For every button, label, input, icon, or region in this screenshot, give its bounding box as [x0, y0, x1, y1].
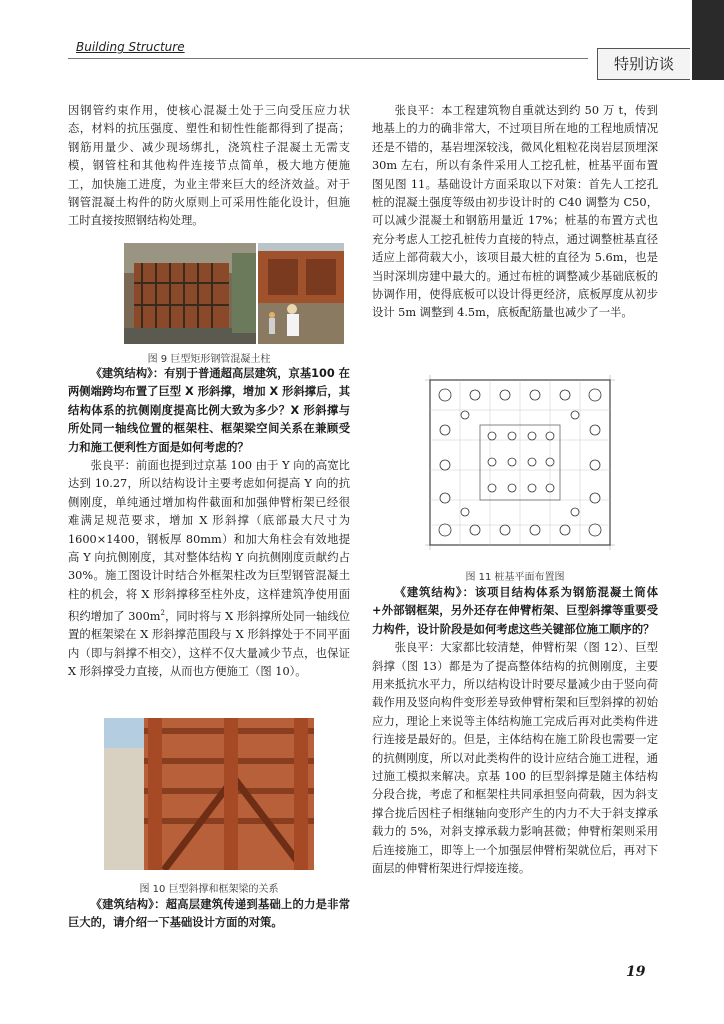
- journal-title: Building Structure: [76, 40, 185, 54]
- header-rule: [68, 58, 588, 59]
- right-answer-2: [372, 102, 658, 323]
- a2-speaker: 张良平: [394, 104, 430, 117]
- a2-text: ：本工程建筑物自重就达到约 50 万 t，传到地基上的力的确非常大，不过项目所在地的工程地质情况还是不错的，基岩埋深较浅，微风化粗粒花岗岩层顶埋深 30m 左右，所以有条件采用人工挖孔桩，桩基平面布置图见图 11。基础设计方面采取以下对策：首先人工挖孔桩的混凝土强度等级由初步设计时的 C40 调整为 C50，可以减少混凝土和钢筋用量近 17%；桩基的布置方式也充分考虑人工挖孔桩传力直接的特点，通过调整桩基直径适应上部荷载大小，该项目最大桩的直径为 5.6m，也是当时深圳房建中最大的。通过布桩的调整减少基础底板的协调作用，使得底板可以设计得更经济，底板厚度从初步设计 5m 调整到 4.5m，底板配筋量也减少了一半。: [372, 104, 658, 320]
- fig9-caption: 图 9 巨型矩形钢管混凝土柱: [147, 354, 271, 365]
- q2-tag: 《建筑结构》: [90, 898, 155, 911]
- q3-text: ：该项目结构体系为钢筋混凝土筒体+外部钢框架，另外还存在伸臂桁架、巨型斜撑等重要受力构件，设计阶段是如何考虑这些关键部位施工顺序的？: [372, 586, 658, 636]
- q1-tag: 《建筑结构》: [90, 367, 153, 380]
- q3-tag: 《建筑结构》: [394, 586, 463, 599]
- fig11-caption: 图 11 桩基平面布置图: [465, 572, 565, 583]
- fig10-caption: 图 10 巨型斜撑和框架梁的关系: [139, 884, 279, 895]
- left-question-2: [68, 896, 350, 933]
- a1-speaker: 张良平: [90, 459, 125, 473]
- fig10-photo: [104, 718, 314, 870]
- left-paragraph-1: 因钢管约束作用，使核心混凝土处于三向受压应力状态，材料的抗压强度、塑性和韧性性能都得到了提高；钢筋用量少、减少现场绑扎，浇筑柱子混凝土无需支模，钢管柱和其他构件连接节点简单，极大地方便施工，加快施工进度，为业主带来巨大的经济效益。对于钢管混凝土构件的防火原则上可采用性能化设计，但施工时直接按照钢结构处理。: [68, 104, 350, 228]
- section-tab: 特别访谈: [597, 48, 690, 80]
- fig9-photo-left: [124, 243, 256, 344]
- corner-mark: [692, 0, 724, 80]
- fig9-photo-right: [258, 243, 344, 344]
- a3-speaker: 张良平: [394, 641, 429, 655]
- a1-tail: ，同时将与 X 形斜撑所处同一轴线位置的框架梁在 X 形斜撑范围段与 X 形斜撑处于不同平面内（即与斜撑不相交），这样不仅大量减少节点，也保证 X 形斜撑受力直接，从而也方便施工（图 10）。: [68, 610, 350, 679]
- q1-text: ：有别于普通超高层建筑，京基100 在两侧端跨均布置了巨型 X 形斜撑，增加 X 形斜撑后，其结构体系的抗侧刚度提高比例大致为多少？X 形斜撑与所处同一轴线位置的框架柱、框架梁空间关系在兼顾受力和施工便利性方面是如何考虑的？: [68, 367, 350, 454]
- fig11-drawing: [420, 370, 618, 562]
- a3-text: ：大家都比较清楚，伸臂桁架（图 12）、巨型斜撑（图 13）都是为了提高整体结构的抗侧刚度，主要用来抵抗水平力，所以结构设计时要尽量减少由于竖向荷载作用及竖向构件变形差导致伸臂桁架和巨型斜撑的初始应力，理论上来说等主体结构施工完成后再对此类构件进行连接是最好的。但是，主体结构在施工阶段也需要一定的抗侧刚度，所以对此类构件的设计应结合施工进程，通过施工模拟来解决。京基 100 的巨型斜撑是随主体结构分段合拢，考虑了和框架柱共同承担竖向荷载，因为斜支撑合拢后因柱子相继轴向变形产生的内力不大于斜支撑承载力的 5%，对斜支撑承载力影响甚微；伸臂桁架则采用后连接施工，即等上一个加强层伸臂桁架就位后，再对下面层的伸臂桁架进行焊接连接。: [372, 641, 658, 876]
- right-question-3: [372, 584, 658, 879]
- q2-text: ：超高层建筑传递到基础上的力是非常巨大的，请介绍一下基础设计方面的对策。: [68, 898, 350, 930]
- a1-text: ：前面也提到过京基 100 由于 Y 向的高宽比达到 10.27，所以结构设计主要考虑如何提高 Y 向的抗侧刚度，单纯通过增加构件截面和加强伸臂桁架已经很难满足规范要求，增加 X 形斜撑（底部最大尺寸为 1600×1400，钢板厚 80mm）和加大角柱会有效地提高 Y 向抗侧刚度，其对整体结构 Y 向抗侧刚度贡献约占 30%。施工图设计时结合外框架柱改为巨型钢管混凝土柱的机会，将 X 形斜撑移至柱外皮，这样建筑净使用面积约增加了 300m: [68, 459, 350, 624]
- a1-sup: 2: [160, 609, 165, 618]
- page-number: 19: [626, 964, 646, 980]
- left-question-1: [68, 365, 350, 682]
